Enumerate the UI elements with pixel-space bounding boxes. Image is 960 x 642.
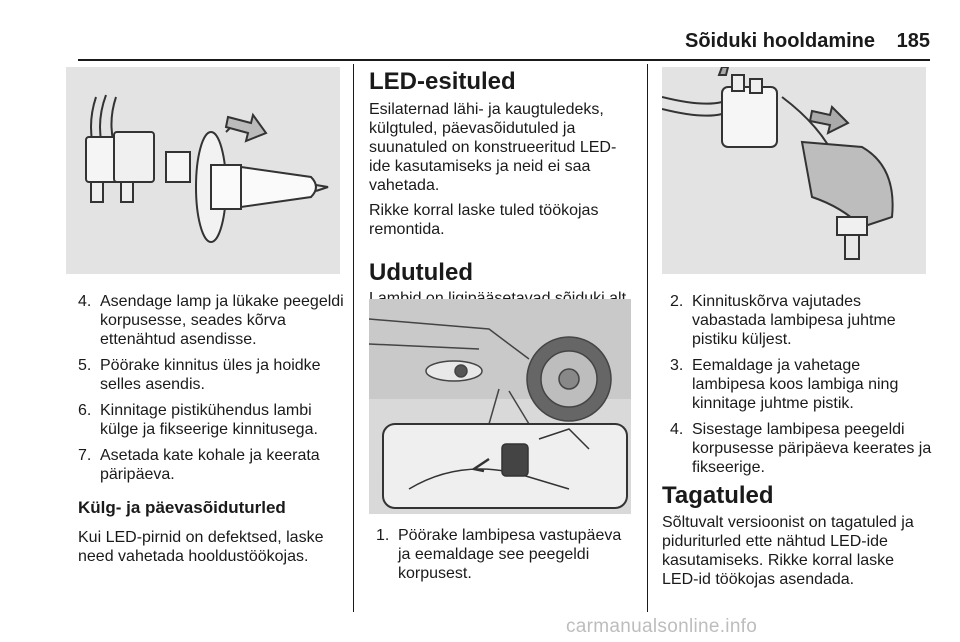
steps-list bbox=[376, 526, 638, 583]
step-number: 1. bbox=[376, 527, 390, 544]
list-item bbox=[78, 292, 346, 349]
section-heading: LED-esituled bbox=[369, 68, 516, 95]
column-1-text bbox=[78, 292, 346, 572]
list-item bbox=[78, 446, 346, 484]
step-text: Eemaldage ja vahetage lambipesa koos lambiga ning kinnitage juhtme pistik. bbox=[692, 357, 899, 412]
section-heading: Udutuled bbox=[369, 259, 473, 286]
step-number: 2. bbox=[670, 293, 684, 310]
column-2-steps bbox=[376, 526, 638, 590]
section-paragraph: Rikke korral laske tuled töökojas remontida. bbox=[369, 202, 599, 238]
lamp-socket-drawing bbox=[662, 67, 926, 274]
lamp-socket-illustration bbox=[662, 67, 926, 274]
steps-list bbox=[670, 292, 932, 477]
step-number: 4. bbox=[78, 293, 92, 310]
fog-light-illustration bbox=[369, 299, 631, 514]
list-item bbox=[78, 401, 346, 439]
step-number: 3. bbox=[670, 357, 684, 374]
list-item bbox=[376, 526, 638, 583]
page-number: 185 bbox=[896, 30, 930, 52]
column-divider-left bbox=[353, 64, 354, 612]
section-paragraph: Sõltuvalt versioonist on tagatuled ja piduriturled ette nähtud LED-ide kasutamiseks. Rikke korral laske LED-id töökojas asendada. bbox=[662, 514, 914, 588]
step-text: Sisestage lambipesa peegeldi korpusesse päripäeva keerates ja fikseerige. bbox=[692, 421, 932, 476]
step-number: 4. bbox=[670, 421, 684, 438]
step-number: 6. bbox=[78, 402, 92, 419]
watermark: carmanualsonline.info bbox=[566, 616, 758, 637]
column-divider-right bbox=[647, 64, 648, 612]
step-text: Pöörake lambipesa vastupäeva ja eemaldage see peegeldi korpusest. bbox=[398, 527, 622, 582]
list-item bbox=[78, 356, 346, 394]
step-number: 7. bbox=[78, 447, 92, 464]
bulb-replacement-illustration bbox=[66, 67, 340, 274]
step-text: Pöörake kinnitus üles ja hoidke selles asendis. bbox=[100, 357, 321, 393]
page-title: Sõiduki hooldamine bbox=[684, 30, 875, 52]
column-2-text bbox=[369, 68, 637, 314]
fog-light-drawing bbox=[369, 299, 631, 514]
column-3-text bbox=[670, 292, 932, 484]
section-paragraph: Kui LED-pirnid on defektsed, laske need vahetada hooldustöökojas. bbox=[78, 529, 324, 565]
section-heading: Külg- ja päevasõiduturled bbox=[78, 498, 286, 517]
list-item bbox=[670, 292, 932, 349]
halogen-bulb-drawing bbox=[66, 67, 340, 274]
section-paragraph: Esilaternad lähi- ja kaugtuledeks, külgtuled, päevasõidutuled ja suunatuled on konstrueeritud LED-ide kasutamiseks ja neid ei saa vahetada. bbox=[369, 101, 617, 194]
step-text: Asetada kate kohale ja keerata päripäeva. bbox=[100, 447, 320, 483]
section-heading: Tagatuled bbox=[662, 482, 774, 509]
list-item bbox=[670, 356, 932, 413]
list-item bbox=[670, 420, 932, 477]
step-text: Asendage lamp ja lükake peegeldi korpusesse, seades kõrva ettenähtud asendisse. bbox=[100, 293, 344, 348]
step-text: Kinnitage pistikühendus lambi külge ja fikseerige kinnitusega. bbox=[100, 402, 318, 438]
step-text: Kinnituskõrva vajutades vabastada lambipesa juhtme pistiku küljest. bbox=[692, 293, 896, 348]
header-rule bbox=[78, 59, 930, 61]
step-number: 5. bbox=[78, 357, 92, 374]
steps-list bbox=[78, 292, 346, 484]
column-3-section bbox=[662, 482, 932, 595]
